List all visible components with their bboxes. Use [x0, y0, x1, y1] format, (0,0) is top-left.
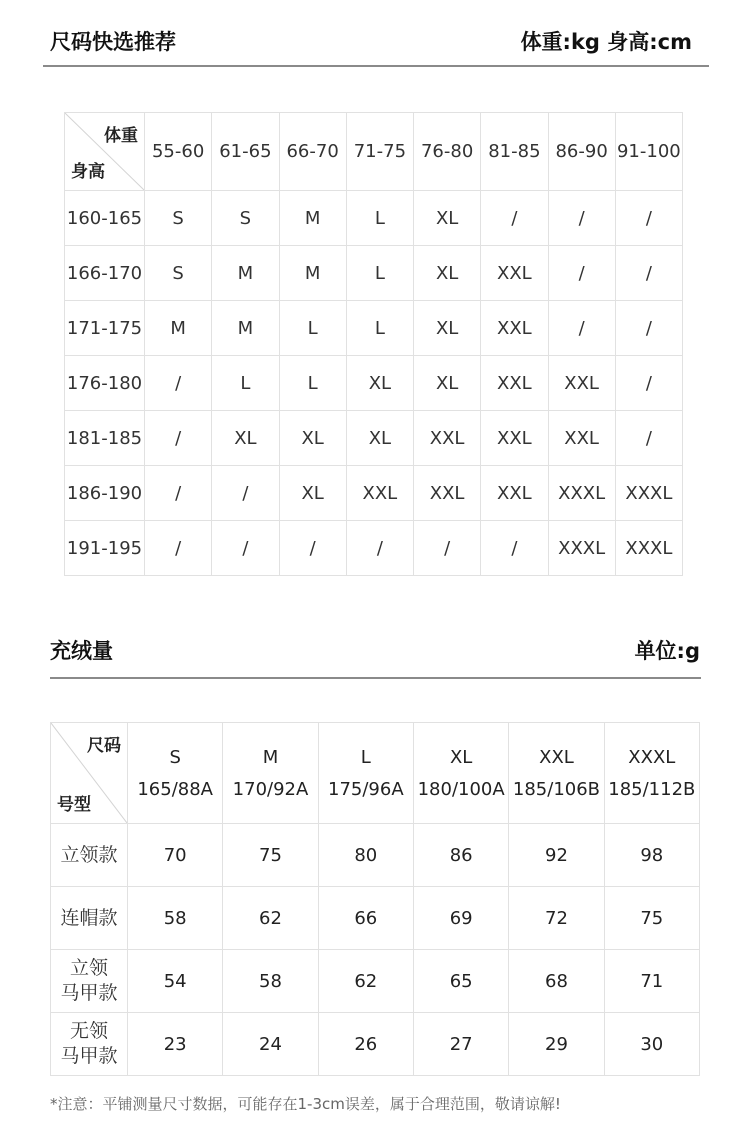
height-row-label: 176-180	[65, 356, 145, 411]
fill-weight-cell: 66	[318, 887, 413, 950]
size-cell: /	[145, 521, 212, 576]
weight-column-header: 71-75	[346, 113, 413, 191]
size-cell: XXL	[548, 411, 615, 466]
fill-weight-cell: 23	[128, 1013, 223, 1076]
footnote: *注意：平铺测量尺寸数据，可能存在1-3cm误差，属于合理范围，敬请谅解!	[50, 1095, 561, 1113]
size-cell: /	[481, 521, 548, 576]
size-column-header	[223, 723, 318, 824]
size-cell: /	[145, 466, 212, 521]
size-label: XXL	[539, 747, 574, 768]
style-row-label	[51, 824, 128, 887]
table-row	[51, 887, 700, 950]
size-cell: /	[615, 411, 682, 466]
size-cell: L	[212, 356, 279, 411]
size-column-header	[604, 723, 699, 824]
weight-column-header: 55-60	[145, 113, 212, 191]
style-label-line: 连帽款	[60, 906, 118, 929]
size-cell: /	[548, 191, 615, 246]
size-cell: M	[212, 301, 279, 356]
size-spec: 175/96A	[328, 779, 404, 800]
section1-unit: 体重:kg 身高:cm	[520, 30, 692, 54]
table-row	[65, 246, 683, 301]
size-cell: /	[548, 246, 615, 301]
size-cell: XL	[414, 191, 481, 246]
table-row	[65, 191, 683, 246]
size-cell: L	[346, 246, 413, 301]
height-row-label: 166-170	[65, 246, 145, 301]
size-cell: XXL	[346, 466, 413, 521]
size-cell: /	[615, 246, 682, 301]
fill-weight-cell: 71	[604, 950, 699, 1013]
size-cell: /	[212, 466, 279, 521]
table-row	[65, 466, 683, 521]
corner-header-cell	[65, 113, 145, 191]
size-cell: /	[145, 411, 212, 466]
corner-header-cell	[51, 723, 128, 824]
style-label-line: 立领款	[60, 843, 118, 866]
style-label-line: 无领	[69, 1020, 108, 1042]
size-cell: XXL	[481, 466, 548, 521]
size-spec: 185/106B	[512, 779, 601, 800]
fill-weight-cell: 75	[223, 824, 318, 887]
size-cell: XXXL	[548, 521, 615, 576]
corner-bottom-label: 身高	[71, 162, 105, 182]
size-cell: L	[346, 301, 413, 356]
table-row	[65, 521, 683, 576]
size-cell: /	[548, 301, 615, 356]
header-row	[51, 723, 700, 824]
corner-bottom-label: 号型	[57, 795, 91, 815]
size-cell: /	[145, 356, 212, 411]
size-cell: XL	[346, 356, 413, 411]
size-cell: XL	[414, 356, 481, 411]
style-row-label	[51, 950, 128, 1013]
size-cell: M	[279, 246, 346, 301]
size-cell: XL	[279, 466, 346, 521]
section1-divider	[43, 65, 709, 67]
weight-column-header: 66-70	[279, 113, 346, 191]
table-row	[51, 950, 700, 1013]
size-cell: /	[615, 301, 682, 356]
size-cell: /	[615, 356, 682, 411]
fill-weight-cell: 27	[413, 1013, 508, 1076]
size-cell: XXL	[414, 411, 481, 466]
style-label-line: 立领	[69, 957, 108, 979]
fill-weight-cell: 30	[604, 1013, 699, 1076]
size-cell: XXL	[548, 356, 615, 411]
table-row	[51, 1013, 700, 1076]
fill-weight-cell: 58	[223, 950, 318, 1013]
size-cell: L	[279, 301, 346, 356]
size-cell: /	[481, 191, 548, 246]
size-cell: XXL	[481, 411, 548, 466]
corner-top-label: 体重	[104, 126, 138, 146]
size-cell: S	[145, 191, 212, 246]
fill-weight-cell: 62	[223, 887, 318, 950]
fill-weight-cell: 98	[604, 824, 699, 887]
size-cell: XL	[414, 301, 481, 356]
fill-weight-cell: 70	[128, 824, 223, 887]
weight-column-header: 91-100	[615, 113, 682, 191]
section2-divider	[50, 677, 701, 679]
size-label: XL	[449, 747, 473, 768]
size-cell: M	[145, 301, 212, 356]
size-column-header	[509, 723, 604, 824]
size-label: L	[360, 747, 371, 768]
size-cell: XL	[212, 411, 279, 466]
style-row-label	[51, 1013, 128, 1076]
style-label-line: 马甲款	[60, 982, 118, 1004]
fill-weight-cell: 75	[604, 887, 699, 950]
size-cell: XXL	[481, 301, 548, 356]
size-cell: XXXL	[615, 466, 682, 521]
table-row	[65, 356, 683, 411]
fill-weight-cell: 62	[318, 950, 413, 1013]
style-row-label	[51, 887, 128, 950]
down-fill-table	[50, 722, 700, 1076]
size-column-header	[318, 723, 413, 824]
section1-title: 尺码快选推荐	[50, 30, 176, 54]
corner-top-label: 尺码	[87, 736, 121, 756]
size-cell: M	[279, 191, 346, 246]
size-cell: XL	[279, 411, 346, 466]
fill-weight-cell: 72	[509, 887, 604, 950]
height-row-label: 181-185	[65, 411, 145, 466]
fill-weight-cell: 58	[128, 887, 223, 950]
size-cell: L	[279, 356, 346, 411]
height-row-label: 191-195	[65, 521, 145, 576]
weight-column-header: 86-90	[548, 113, 615, 191]
size-label: S	[169, 747, 181, 768]
fill-weight-cell: 69	[413, 887, 508, 950]
fill-weight-cell: 68	[509, 950, 604, 1013]
weight-column-header: 81-85	[481, 113, 548, 191]
size-cell: /	[279, 521, 346, 576]
size-cell: L	[346, 191, 413, 246]
fill-weight-cell: 86	[413, 824, 508, 887]
size-cell: XXXL	[548, 466, 615, 521]
section2-unit: 单位:g	[634, 639, 700, 663]
fill-weight-cell: 65	[413, 950, 508, 1013]
weight-column-header: 61-65	[212, 113, 279, 191]
fill-weight-cell: 24	[223, 1013, 318, 1076]
size-recommend-table	[64, 112, 683, 576]
size-cell: M	[212, 246, 279, 301]
section2-title: 充绒量	[50, 639, 113, 663]
size-column-header	[413, 723, 508, 824]
table-row	[51, 824, 700, 887]
height-row-label: 171-175	[65, 301, 145, 356]
size-cell: S	[212, 191, 279, 246]
fill-weight-cell: 80	[318, 824, 413, 887]
fill-weight-cell: 54	[128, 950, 223, 1013]
size-cell: XXL	[481, 356, 548, 411]
size-label: XXXL	[628, 747, 676, 768]
table-row	[65, 301, 683, 356]
fill-weight-cell: 26	[318, 1013, 413, 1076]
fill-weight-cell: 92	[509, 824, 604, 887]
size-cell: XXL	[414, 466, 481, 521]
height-row-label: 160-165	[65, 191, 145, 246]
size-cell: /	[212, 521, 279, 576]
size-cell: S	[145, 246, 212, 301]
height-row-label: 186-190	[65, 466, 145, 521]
weight-column-header: 76-80	[414, 113, 481, 191]
header-row	[65, 113, 683, 191]
size-label: M	[262, 747, 279, 768]
size-spec: 185/112B	[608, 779, 696, 800]
table-row	[65, 411, 683, 466]
size-cell: XXL	[481, 246, 548, 301]
size-spec: 180/100A	[417, 779, 505, 800]
fill-weight-cell: 29	[509, 1013, 604, 1076]
size-cell: XXXL	[615, 521, 682, 576]
size-cell: XL	[346, 411, 413, 466]
size-cell: XL	[414, 246, 481, 301]
size-column-header	[128, 723, 223, 824]
size-cell: /	[346, 521, 413, 576]
size-cell: /	[615, 191, 682, 246]
size-cell: /	[414, 521, 481, 576]
size-spec: 165/88A	[137, 779, 213, 800]
size-spec: 170/92A	[232, 779, 309, 800]
style-label-line: 马甲款	[60, 1045, 118, 1067]
